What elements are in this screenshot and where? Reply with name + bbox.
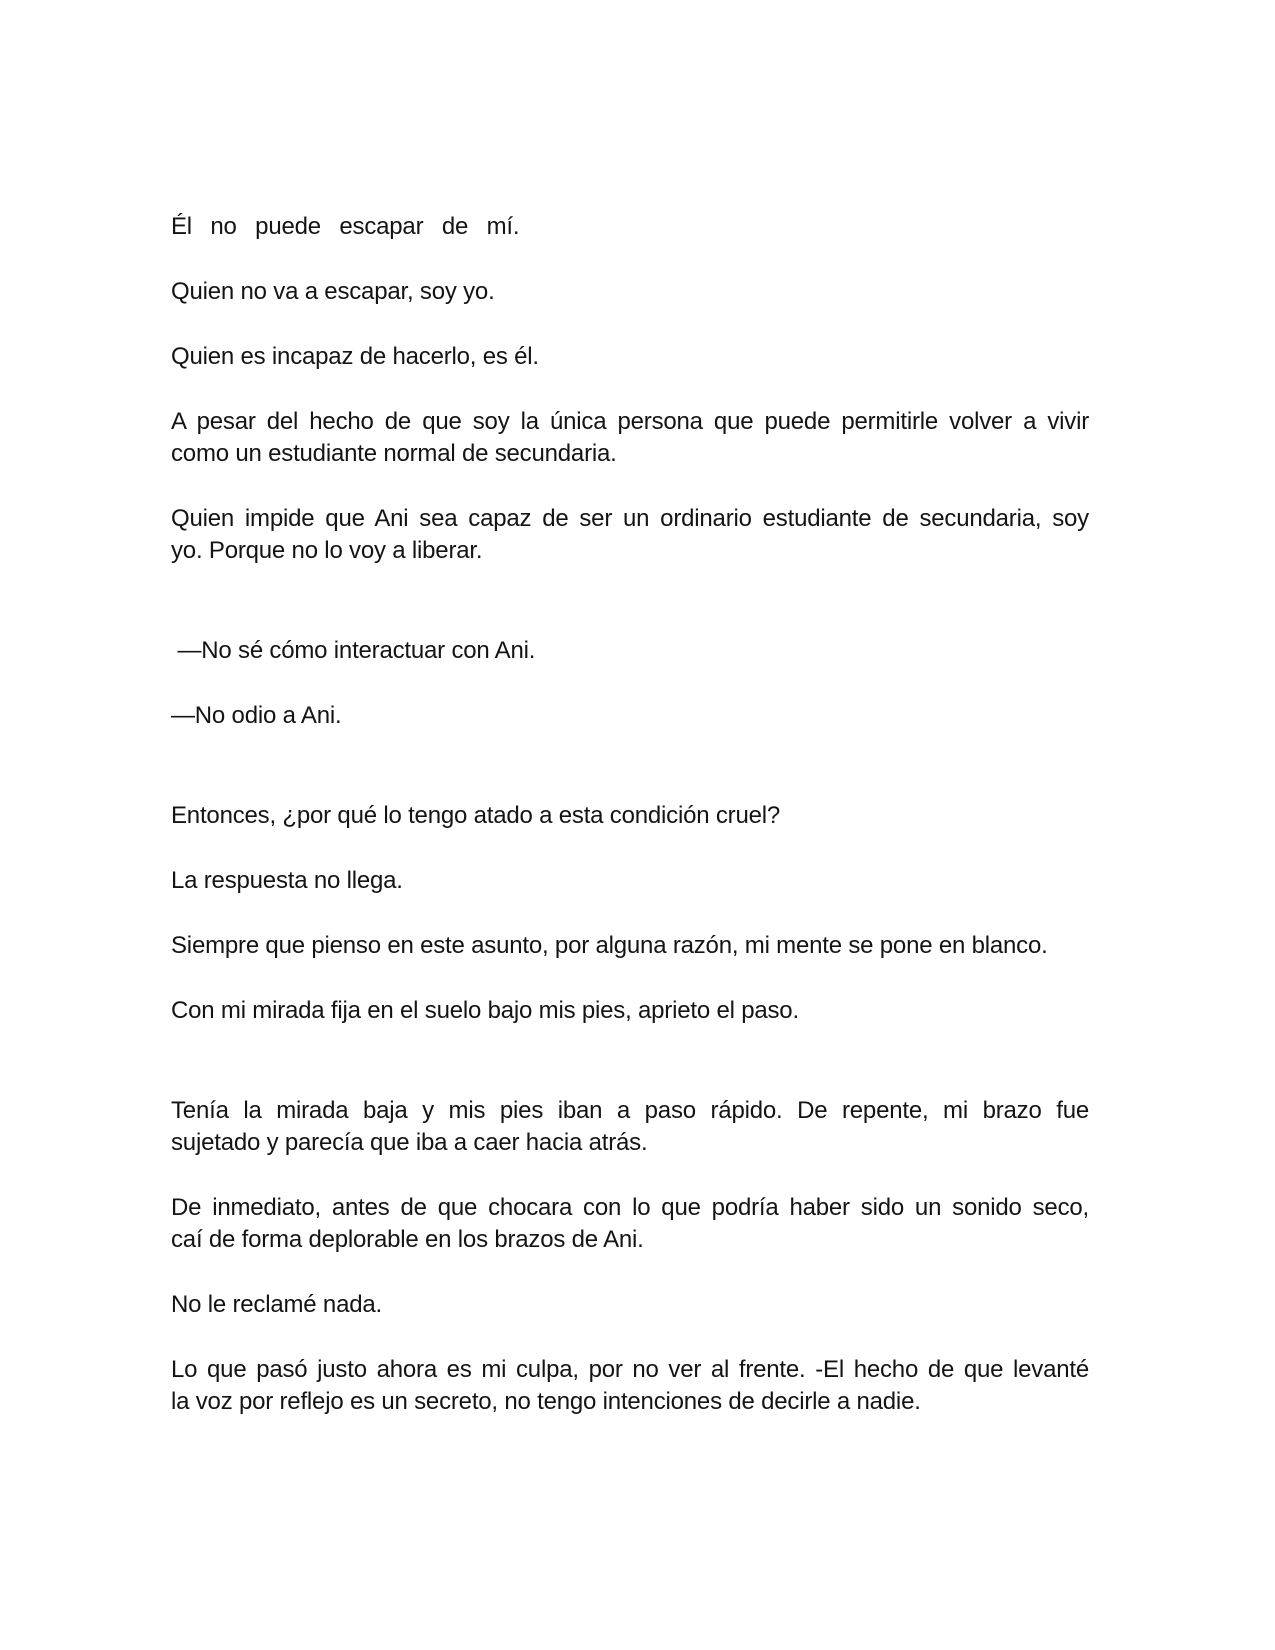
paragraph-line: caí de forma deplorable en los brazos de Ani.: [171, 1226, 644, 1253]
paragraph-line: —No sé cómo interactuar con Ani.: [171, 637, 536, 664]
paragraph-line: como un estudiante normal de secundaria.: [171, 440, 617, 467]
blank-line: [171, 600, 1089, 635]
paragraph-line: Siempre que pienso en este asunto, por alguna razón, mi mente se pone en blanco.: [171, 932, 1048, 959]
paragraph-line: yo. Porque no lo voy a liberar.: [171, 537, 483, 564]
paragraph-line: Tenía la mirada baja y mis pies iban a paso rápido. De repente, mi brazo fue: [171, 1097, 1089, 1124]
text-block: [171, 211, 1089, 1451]
paragraph-line: A pesar del hecho de que soy la única persona que puede permitirle volver a vivir: [171, 408, 1089, 435]
paragraph: [171, 865, 1089, 897]
paragraph: [171, 503, 1089, 567]
paragraph-line: Lo que pasó justo ahora es mi culpa, por no ver al frente. -El hecho de que levanté: [171, 1356, 1089, 1383]
paragraph-line: Quien no va a escapar, soy yo.: [171, 278, 495, 305]
paragraph: [171, 406, 1089, 470]
paragraph-line: Entonces, ¿por qué lo tengo atado a esta condición cruel?: [171, 802, 781, 829]
paragraph-line: —No odio a Ani.: [171, 702, 342, 729]
paragraph-line: Él no puede escapar de mí.: [171, 213, 520, 240]
paragraph: [171, 800, 1089, 832]
blank-line: [171, 1060, 1089, 1095]
paragraph: [171, 930, 1089, 962]
paragraph: [171, 276, 1089, 308]
paragraph: [171, 700, 1089, 732]
paragraph-line: Quien impide que Ani sea capaz de ser un ordinario estudiante de secundaria, soy: [171, 505, 1089, 532]
paragraph: [171, 995, 1089, 1027]
paragraph-line: No le reclamé nada.: [171, 1291, 382, 1318]
paragraph-line: La respuesta no llega.: [171, 867, 403, 894]
paragraph: [171, 341, 1089, 373]
paragraph-line: Con mi mirada fija en el suelo bajo mis pies, aprieto el paso.: [171, 997, 799, 1024]
paragraph: [171, 635, 1089, 667]
paragraph-line: la voz por reflejo es un secreto, no tengo intenciones de decirle a nadie.: [171, 1388, 921, 1415]
paragraph: [171, 1192, 1089, 1256]
paragraph-line: sujetado y parecía que iba a caer hacia atrás.: [171, 1129, 648, 1156]
paragraph-line: Quien es incapaz de hacerlo, es él.: [171, 343, 539, 370]
paragraph: [171, 211, 1089, 243]
paragraph: [171, 1289, 1089, 1321]
paragraph-line: De inmediato, antes de que chocara con lo que podría haber sido un sonido seco,: [171, 1194, 1089, 1221]
paragraph: [171, 1095, 1089, 1159]
paragraph: [171, 1354, 1089, 1418]
blank-line: [171, 765, 1089, 800]
